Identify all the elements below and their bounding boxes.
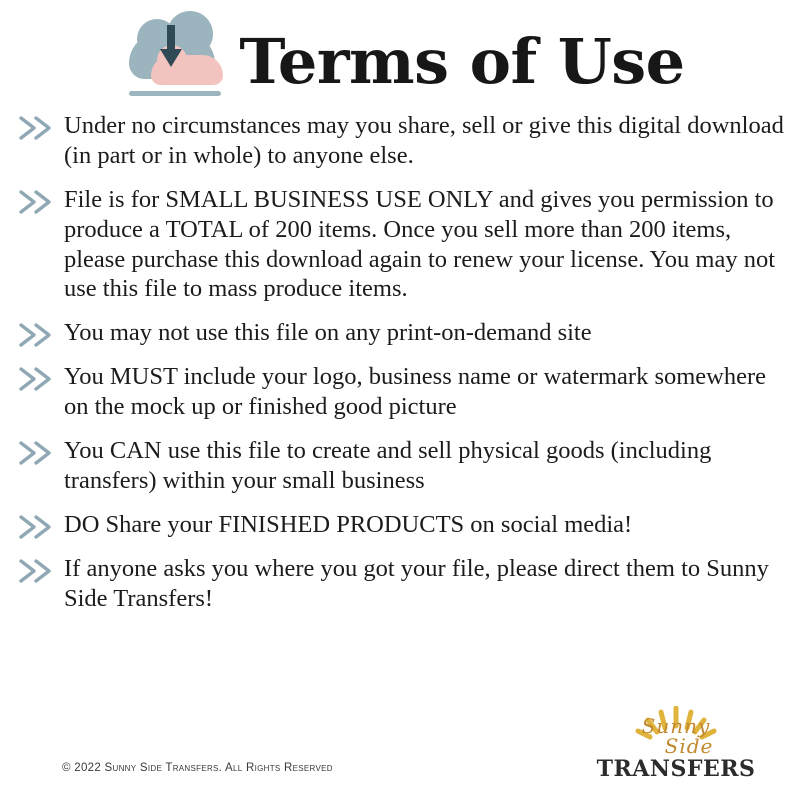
list-item xyxy=(10,554,786,614)
document-footer xyxy=(0,714,800,788)
brand-script-line2: Side xyxy=(664,734,714,758)
term-text: Under no circumstances may you share, sell or give this digital download (in part or in whole) to anyone else. xyxy=(64,112,784,169)
term-text: You MUST include your logo, business name or watermark somewhere on the mock up or finished good picture xyxy=(64,363,767,421)
double-chevron-right-icon xyxy=(10,185,64,215)
double-chevron-right-icon xyxy=(10,510,64,540)
list-item xyxy=(10,111,786,171)
logo-underline xyxy=(129,91,221,96)
brand-name: TRANSFERS xyxy=(596,756,756,782)
document-header xyxy=(0,0,800,105)
brand-script-line1: Sunny xyxy=(641,714,711,738)
list-item xyxy=(10,436,786,496)
brand-logo xyxy=(586,710,766,784)
list-item xyxy=(10,510,786,540)
double-chevron-right-icon xyxy=(10,318,64,348)
cloud-download-icon xyxy=(115,17,235,107)
double-chevron-right-icon xyxy=(10,436,64,466)
term-text: File is for SMALL BUSINESS USE ONLY and gives you permission to produce a TOTAL of 200 items. Once you sell more than 200 items, please purchase this download again to renew your license. You may not use this file to mass produce items. xyxy=(64,185,776,303)
term-text: You may not use this file on any print-on-demand site xyxy=(64,319,592,347)
double-chevron-right-icon xyxy=(10,362,64,392)
list-item xyxy=(10,318,786,348)
list-item xyxy=(10,185,786,305)
page-title: Terms of Use xyxy=(239,24,685,98)
term-text: DO Share your FINISHED PRODUCTS on social media! xyxy=(64,510,633,538)
term-text: You CAN use this file to create and sell physical goods (including transfers) within your small business xyxy=(64,437,712,494)
brand-script xyxy=(586,714,766,758)
double-chevron-right-icon xyxy=(10,111,64,141)
copyright-text: © 2022 Sunny Side Transfers. All Rights Reserved xyxy=(62,762,333,774)
term-text: If anyone asks you where you got your file, please direct them to Sunny Side Transfers! xyxy=(64,554,769,612)
list-item xyxy=(10,362,786,422)
double-chevron-right-icon xyxy=(10,554,64,584)
download-arrow-icon xyxy=(158,25,184,71)
terms-list xyxy=(0,105,800,614)
